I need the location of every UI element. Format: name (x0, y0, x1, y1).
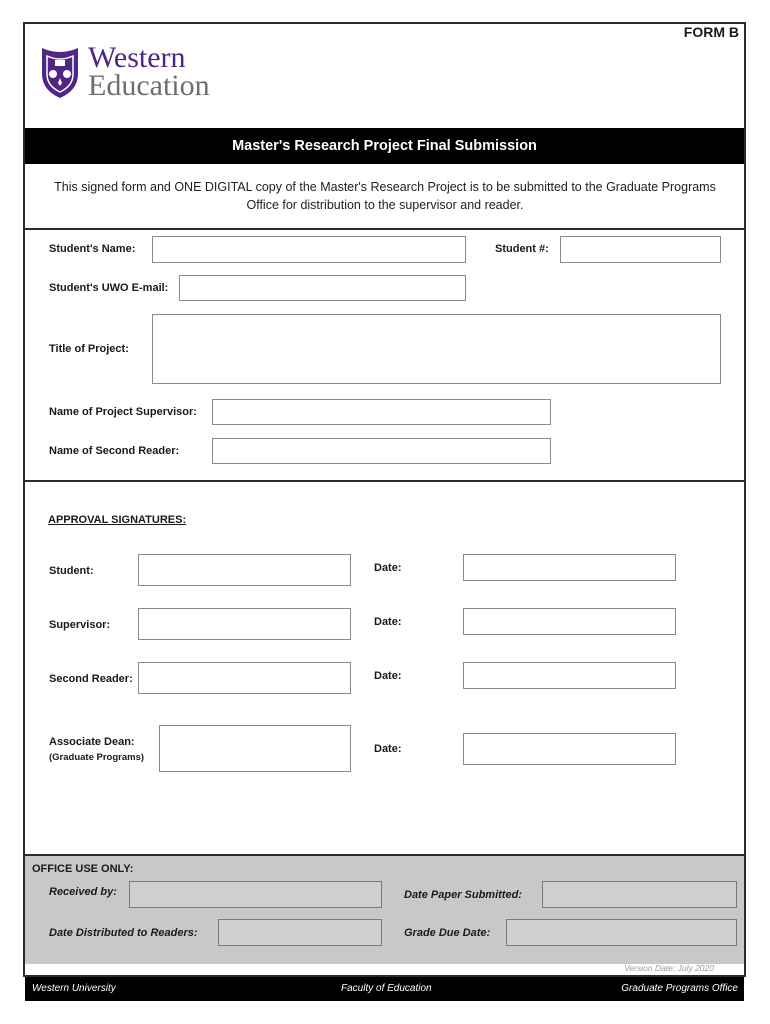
western-crest-icon (38, 44, 82, 100)
faculty-logo-text (88, 41, 210, 102)
office-use-heading: OFFICE USE ONLY: (32, 863, 134, 875)
associate-dean-sublabel: (Graduate Programs) (49, 752, 145, 763)
supervisor-name-label: Name of Project Supervisor: (49, 406, 197, 418)
logo-line-western: Western (88, 41, 186, 74)
footer-university: Western University (32, 983, 116, 994)
project-title-field[interactable] (152, 314, 721, 384)
intro-text: This signed form and ONE DIGITAL copy of the Master's Research Project is to be submitted to the Graduate Programs Office for distribution to the supervisor and reader. (54, 180, 716, 212)
second-reader-name-field[interactable] (212, 438, 551, 464)
student-signature-label: Student: (49, 565, 94, 577)
footer-bar (25, 977, 744, 1001)
second-reader-signature-field[interactable] (138, 662, 351, 694)
student-email-field[interactable] (179, 275, 466, 301)
associate-dean-signature-field[interactable] (159, 725, 351, 772)
second-reader-signature-label: Second Reader: (49, 673, 133, 685)
student-number-label: Student #: (495, 243, 549, 255)
supervisor-date-field[interactable] (463, 608, 676, 635)
logo-line-education: Education (88, 69, 210, 102)
footer-faculty: Faculty of Education (341, 983, 432, 994)
date-distributed-field[interactable] (218, 919, 382, 946)
student-email-label: Student's UWO E-mail: (49, 282, 169, 294)
footer-office: Graduate Programs Office (621, 983, 738, 994)
form-id: FORM B (683, 24, 739, 40)
date-paper-submitted-label: Date Paper Submitted: (404, 889, 522, 901)
approval-signatures-heading: APPROVAL SIGNATURES: (48, 514, 187, 526)
grade-due-date-field[interactable] (506, 919, 737, 946)
supervisor-date-label: Date: (374, 616, 402, 628)
second-reader-name-label: Name of Second Reader: (49, 445, 180, 457)
student-number-field[interactable] (560, 236, 721, 263)
student-signature-field[interactable] (138, 554, 351, 586)
student-date-label: Date: (374, 562, 402, 574)
associate-dean-date-label: Date: (374, 743, 402, 755)
received-by-label: Received by: (49, 886, 117, 898)
grade-due-date-label: Grade Due Date: (404, 927, 491, 939)
supervisor-name-field[interactable] (212, 399, 551, 425)
version-date: Version Date: July 2020 (624, 963, 714, 973)
date-paper-submitted-field[interactable] (542, 881, 737, 908)
supervisor-signature-label: Supervisor: (49, 619, 111, 631)
form-border (23, 22, 746, 977)
associate-dean-label: Associate Dean: (49, 736, 135, 748)
divider (25, 228, 744, 230)
supervisor-signature-field[interactable] (138, 608, 351, 640)
date-distributed-label: Date Distributed to Readers: (49, 927, 198, 939)
student-name-label: Student's Name: (49, 243, 136, 255)
divider (25, 480, 744, 482)
second-reader-date-label: Date: (374, 670, 402, 682)
second-reader-date-field[interactable] (463, 662, 676, 689)
student-name-field[interactable] (152, 236, 466, 263)
project-title-label: Title of Project: (49, 343, 129, 355)
associate-dean-date-field[interactable] (463, 733, 676, 765)
form-title: Master's Research Project Final Submission (25, 128, 744, 164)
received-by-field[interactable] (129, 881, 382, 908)
student-date-field[interactable] (463, 554, 676, 581)
office-use-section (25, 854, 744, 964)
